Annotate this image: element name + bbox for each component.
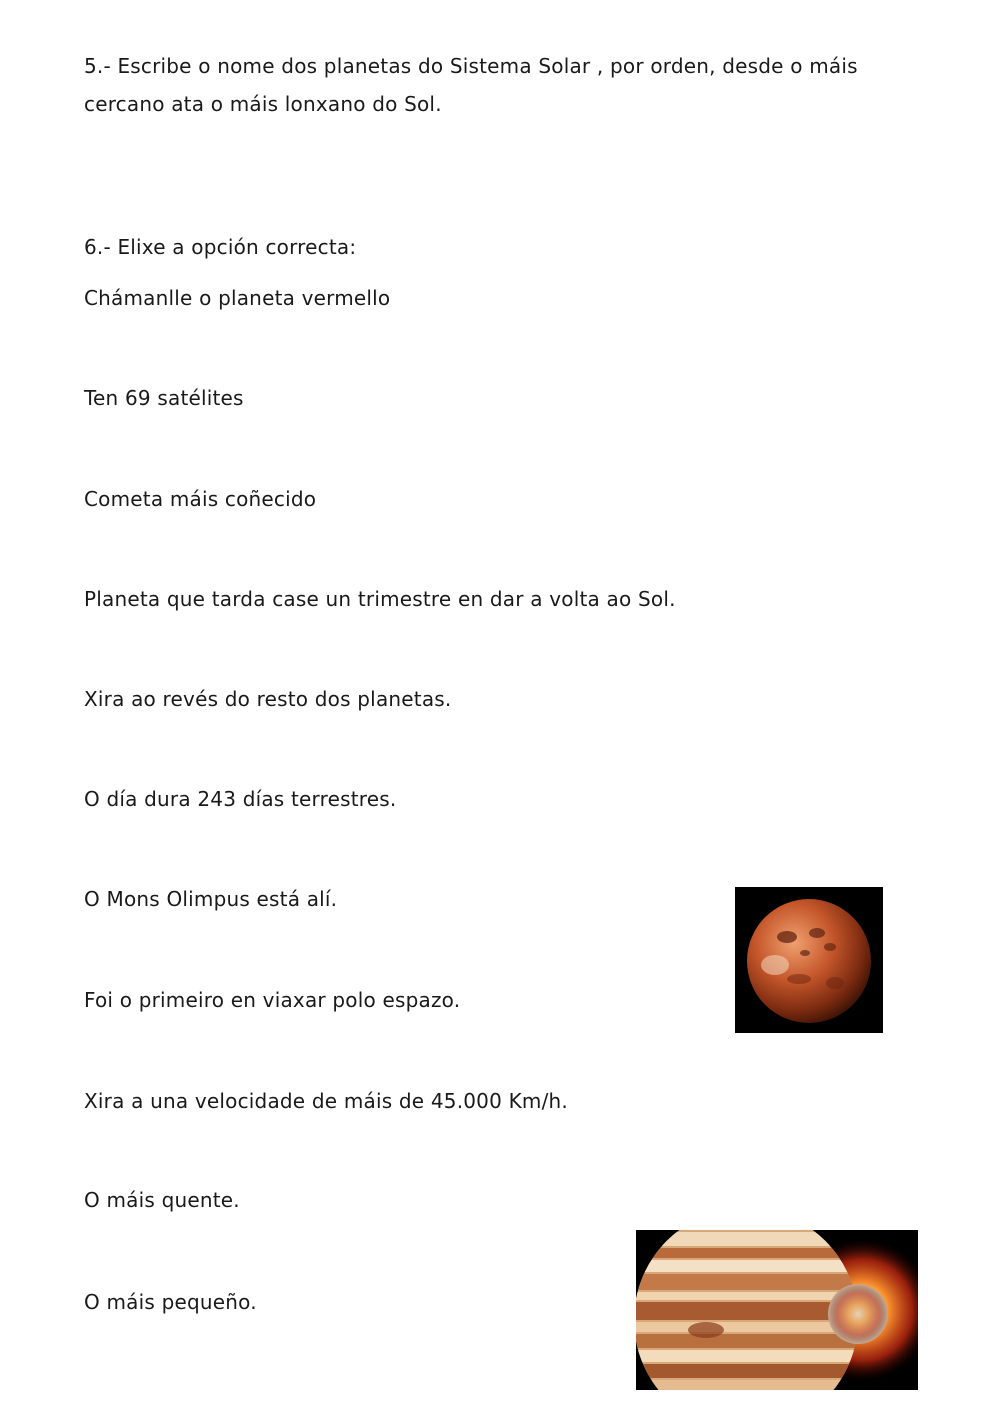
option-item-5: Xira ao revés do resto dos planetas.: [84, 687, 452, 711]
option-item-4: Planeta que tarda case un trimestre en dar a volta ao Sol.: [84, 587, 676, 611]
option-item-11: O máis pequeño.: [84, 1290, 257, 1314]
question-6-title: 6.- Elixe a opción correcta:: [84, 235, 357, 259]
option-item-3: Cometa máis coñecido: [84, 487, 317, 511]
question-5-text: 5.- Escribe o nome dos planetas do Sistema Solar , por orden, desde o máis cercano ata o máis lonxano do Sol.: [84, 54, 858, 116]
option-item-2: Ten 69 satélites: [84, 386, 244, 410]
option-item-8: Foi o primeiro en viaxar polo espazo.: [84, 988, 461, 1012]
option-item-10: O máis quente.: [84, 1188, 240, 1212]
option-item-6: O día dura 243 días terrestres.: [84, 787, 397, 811]
jupiter-collision-image: [636, 1230, 918, 1390]
option-item-1: Chámanlle o planeta vermello: [84, 286, 391, 310]
option-item-7: O Mons Olimpus está alí.: [84, 887, 338, 911]
option-item-9: Xira a una velocidade de máis de 45.000 Km/h.: [84, 1089, 568, 1113]
venus-image: [735, 887, 883, 1033]
